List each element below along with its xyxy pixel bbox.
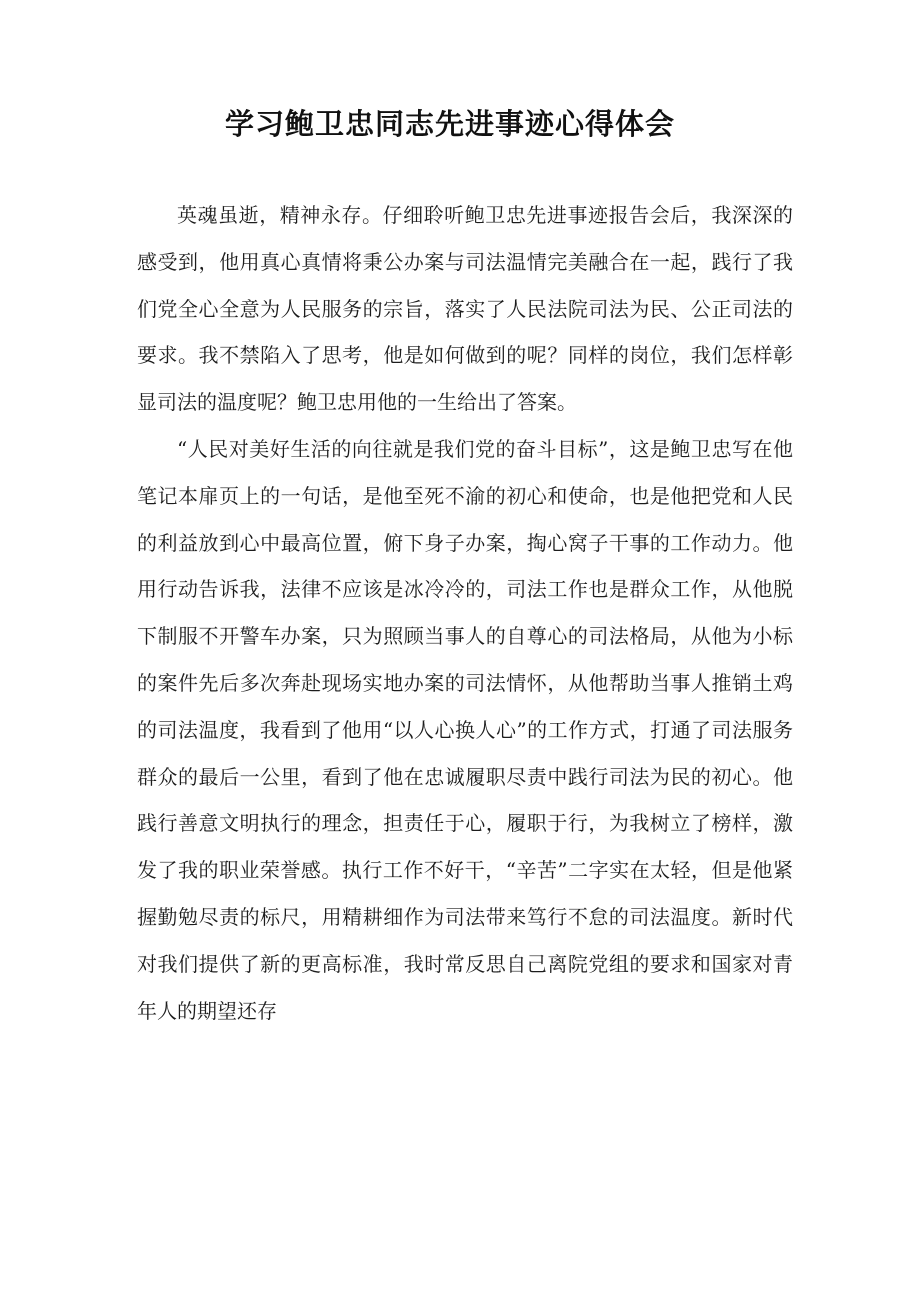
document-body [137, 192, 793, 1034]
paragraph-1: 英魂虽逝，精神永存。仔细聆听鲍卫忠先进事迹报告会后，我深深的感受到，他用真心真情将秉公办案与司法温情完美融合在一起，践行了我们党全心全意为人民服务的宗旨，落实了人民法院司法为民、公正司法的要求。我不禁陷入了思考，他是如何做到的呢？同样的岗位，我们怎样彰显司法的温度呢？鲍卫忠用他的一生给出了答案。 [137, 203, 793, 415]
paragraph-2: “人民对美好生活的向往就是我们党的奋斗目标”，这是鲍卫忠写在他笔记本扉页上的一句话，是他至死不渝的初心和使命，也是他把党和人民的利益放到心中最高位置，俯下身子办案，掏心窝子干事的工作动力。他用行动告诉我，法律不应该是冰冷冷的，司法工作也是群众工作，从他脱下制服不开警车办案，只为照顾当事人的自尊心的司法格局，从他为小标的案件先后多次奔赴现场实地办案的司法情怀，从他帮助当事人推销土鸡的司法温度，我看到了他用“以人心换人心”的工作方式，打通了司法服务群众的最后一公里，看到了他在忠诚履职尽责中践行司法为民的初心。他践行善意文明执行的理念，担责任于心，履职于行，为我树立了榜样，激发了我的职业荣誉感。执行工作不好干，“辛苦”二字实在太轻，但是他紧握勤勉尽责的标尺，用精耕细作为司法带来笃行不怠的司法温度。新时代对我们提供了新的更高标准，我时常反思自己离院党组的要求和国家对青年人的期望还存 [137, 436, 793, 1023]
document-title: 学习鲍卫忠同志先进事迹心得体会 [224, 107, 675, 141]
